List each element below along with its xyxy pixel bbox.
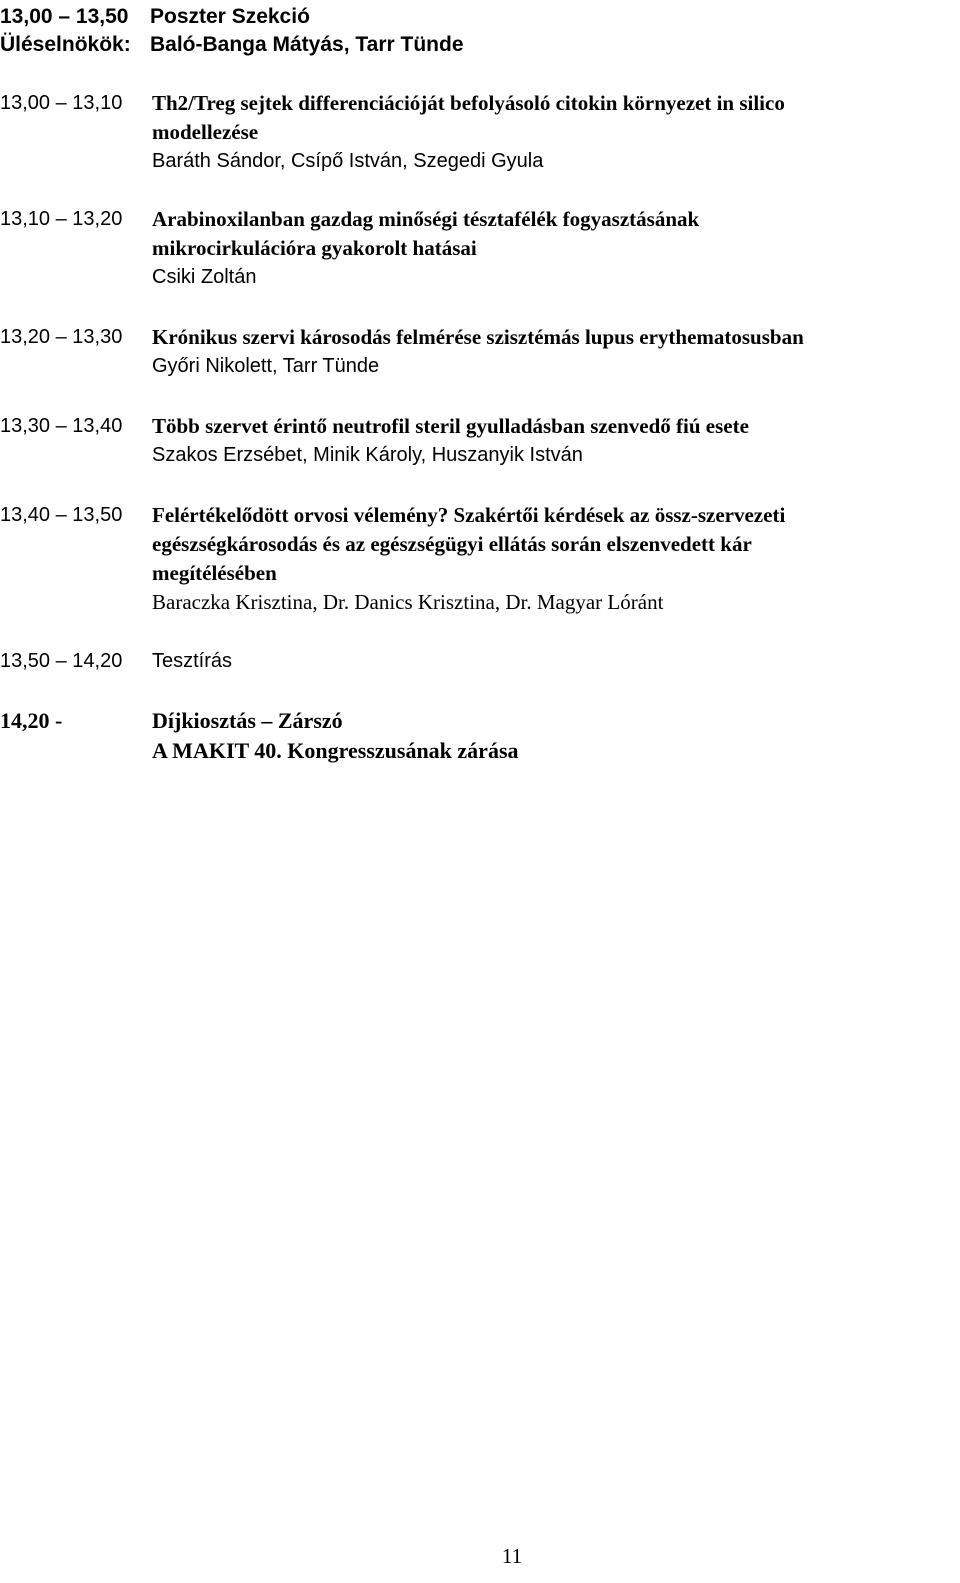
item-content	[152, 205, 960, 292]
item-title: Több szervet érintő neutrofil steril gyulladásban szenvedő fiú esete	[152, 414, 749, 438]
item-title: Krónikus szervi károsodás felmérése szisztémás lupus erythematosusban	[152, 325, 804, 349]
item-title: Arabinoxilanban gazdag minőségi tésztafélék fogyasztásának mikrocirkulációra gyakorolt hatásai	[152, 207, 700, 260]
test-content	[152, 647, 960, 676]
item-time: 13,10 – 13,20	[0, 208, 123, 230]
item-content	[152, 412, 960, 470]
closing-content	[152, 706, 960, 766]
item-authors: Baraczka Krisztina, Dr. Danics Krisztina, Dr. Magyar Lóránt	[152, 590, 664, 614]
item-authors: Csiki Zoltán	[152, 266, 257, 288]
chairs-label: Üléselnökök:	[0, 33, 131, 56]
item-time: 13,20 – 13,30	[0, 326, 123, 348]
item-authors: Szakos Erzsébet, Minik Károly, Huszanyik István	[152, 444, 583, 466]
test-title: Tesztírás	[152, 650, 233, 672]
item-time: 13,00 – 13,10	[0, 92, 123, 114]
item-content	[152, 323, 960, 381]
closing-subtitle: A MAKIT 40. Kongresszusának zárása	[152, 738, 519, 763]
session-header	[0, 3, 310, 31]
test-time: 13,50 – 14,20	[0, 650, 123, 672]
item-authors: Baráth Sándor, Csípő István, Szegedi Gyula	[152, 150, 544, 172]
item-time: 13,40 – 13,50	[0, 504, 123, 526]
item-time: 13,30 – 13,40	[0, 415, 123, 437]
closing-title: Díjkiosztás – Zárszó	[152, 708, 343, 733]
item-content	[152, 501, 960, 617]
page-number: 11	[501, 1544, 523, 1568]
session-chairs	[0, 31, 464, 59]
item-content	[152, 89, 960, 176]
session-name: Poszter Szekció	[150, 5, 310, 28]
closing-time: 14,20 -	[0, 708, 63, 733]
item-authors: Győri Nikolett, Tarr Tünde	[152, 355, 380, 377]
chairs-names: Baló-Banga Mátyás, Tarr Tünde	[150, 33, 464, 56]
item-title: Th2/Treg sejtek differenciációját befolyásoló citokin környezet in silico modellezése	[152, 91, 785, 144]
item-title: Felértékelődött orvosi vélemény? Szakértői kérdések az össz-szervezeti egészségkárosodás és az egészségügyi ellátás során elszenvedett kár megítélésében	[152, 503, 786, 585]
session-time: 13,00 – 13,50	[0, 5, 129, 28]
